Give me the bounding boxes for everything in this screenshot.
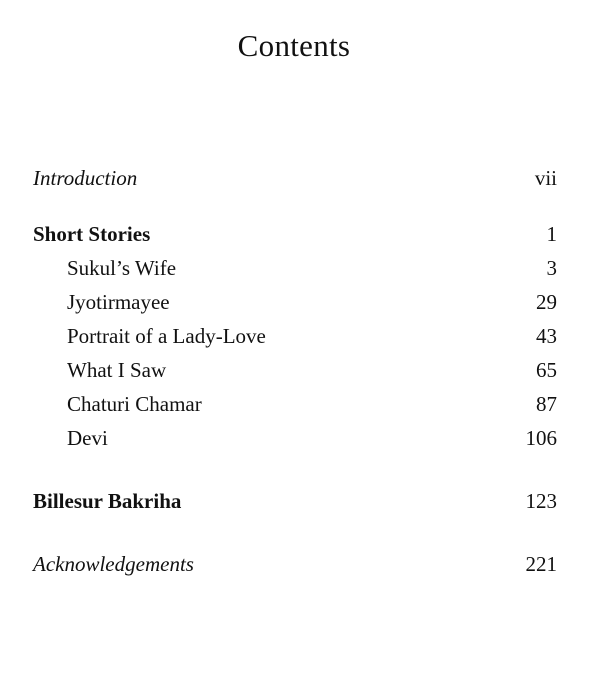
toc-entry-acknowledgements [33, 549, 557, 579]
toc-entry-page-number: 29 [536, 290, 557, 314]
toc-entry-page-number: 43 [536, 324, 557, 348]
toc-entry-label: Billesur Bakriha [33, 489, 182, 513]
toc-entry-sukuls-wife [33, 253, 557, 283]
toc-entry-devi [33, 423, 557, 453]
toc-entry-label: Introduction [33, 166, 138, 190]
toc-entry-label: Chaturi Chamar [67, 392, 202, 416]
toc-entry-page-number: 3 [546, 256, 557, 280]
toc-section-billesur-bakriha [33, 486, 557, 516]
toc-entry-what-i-saw [33, 355, 557, 385]
toc-entry-label: What I Saw [67, 358, 167, 382]
toc-section-short-stories [33, 219, 557, 249]
toc-entry-label: Sukul’s Wife [67, 256, 177, 280]
toc-entry-page-number: 106 [525, 426, 557, 450]
page-title: Contents [237, 28, 351, 63]
toc-entry-label: Jyotirmayee [67, 290, 170, 314]
toc-entry-page-number: 221 [525, 552, 557, 576]
toc-entry-label: Short Stories [33, 222, 151, 246]
toc-entry-page-number: 1 [546, 222, 557, 246]
toc-entry-portrait-of-a-lady-love [33, 321, 557, 351]
toc-entry-label: Acknowledgements [33, 552, 194, 576]
toc-entry-label: Portrait of a Lady-Love [67, 324, 266, 348]
toc-entry-page-number: 65 [536, 358, 557, 382]
toc-entry-introduction [33, 163, 557, 193]
toc-entry-page-number: vii [534, 166, 557, 190]
toc-entry-label: Devi [67, 426, 108, 450]
toc-entry-page-number: 123 [525, 489, 557, 513]
toc-entry-chaturi-chamar [33, 389, 557, 419]
toc-entry-page-number: 87 [536, 392, 557, 416]
toc-entry-jyotirmayee [33, 287, 557, 317]
